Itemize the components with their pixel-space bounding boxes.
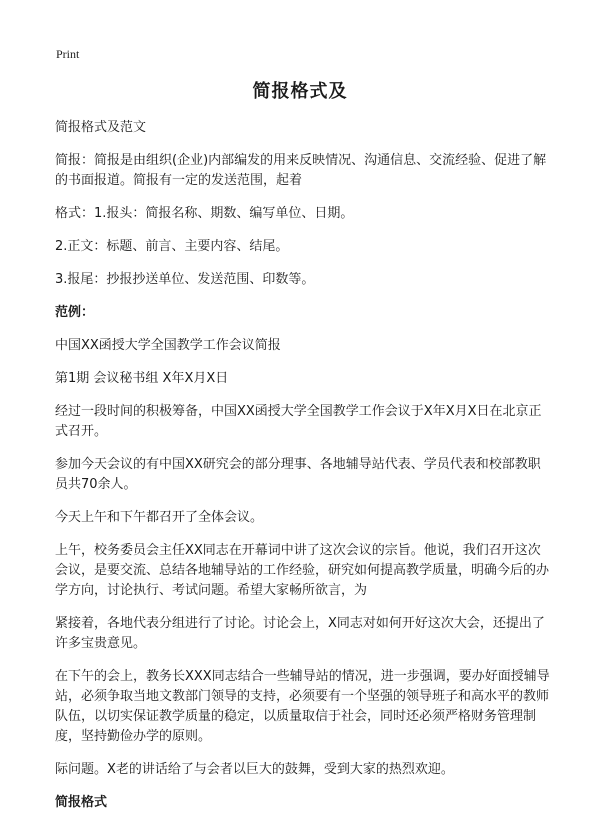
paragraph-sessions: 今天上午和下午都召开了全体会议。 (55, 510, 264, 525)
example-heading: 范例： (55, 305, 95, 320)
paragraph-opening: 经过一段时间的积极筹备，中国XX函授大学全国教学工作会议于X年X月X日在北京正式召开。 (55, 404, 542, 439)
print-label: Print (56, 47, 80, 61)
format-footer-line: 3.报尾：抄报抄送单位、发送范围、印数等。 (55, 272, 315, 287)
issue-line: 第1期 会议秘书组 X年X月X日 (55, 371, 229, 386)
paragraph-discussion: 紧接着，各地代表分组进行了讨论。讨论会上，X同志对如何开好这次大会，还提出了许多宝贵意见。 (55, 616, 545, 651)
intro-line: 简报格式及范文 (55, 120, 147, 135)
paragraph-attendees: 参加今天会议的有中国XX研究会的部分理事、各地辅导站代表、学员代表和校部教职员共70余人。 (55, 457, 541, 492)
format-header-line: 格式：1.报头：简报名称、期数、编写单位、日期。 (55, 206, 354, 221)
paragraph-afternoon: 在下午的会上，教务长XXX同志结合一些辅导站的情况，进一步强调，要办好面授辅导站，必须争取当地文教部门领导的支持，必须要有一个坚强的领导班子和高水平的教师队伍，以切实保证教学质量的稳定，以质量取信于社会，同时还必须严格财务管理制度，坚持勤俭办学的原则。 (55, 669, 550, 744)
bulletin-title: 中国XX函授大学全国教学工作会议简报 (55, 338, 281, 353)
format-heading: 简报格式 (55, 795, 108, 810)
paragraph-closing: 际问题。X老的讲话给了与会者以巨大的鼓舞，受到大家的热烈欢迎。 (55, 762, 454, 777)
definition-paragraph: 简报：简报是由组织(企业)内部编发的用来反映情况、沟通信息、交流经验、促进了解的书面报道。简报有一定的发送范围，起着 (55, 153, 547, 188)
format-body-line: 2.正文：标题、前言、主要内容、结尾。 (55, 239, 289, 254)
document-body (55, 118, 551, 826)
document-title: 简报格式及 (252, 81, 348, 102)
paragraph-morning: 上午，校务委员会主任XX同志在开幕词中讲了这次会议的宗旨。他说，我们召开这次会议，是要交流、总结各地辅导站的工作经验，研究如何提高教学质量，明确今后的办学方向，讨论执行、考试问题。希望大家畅所欲言，为 (55, 543, 550, 598)
